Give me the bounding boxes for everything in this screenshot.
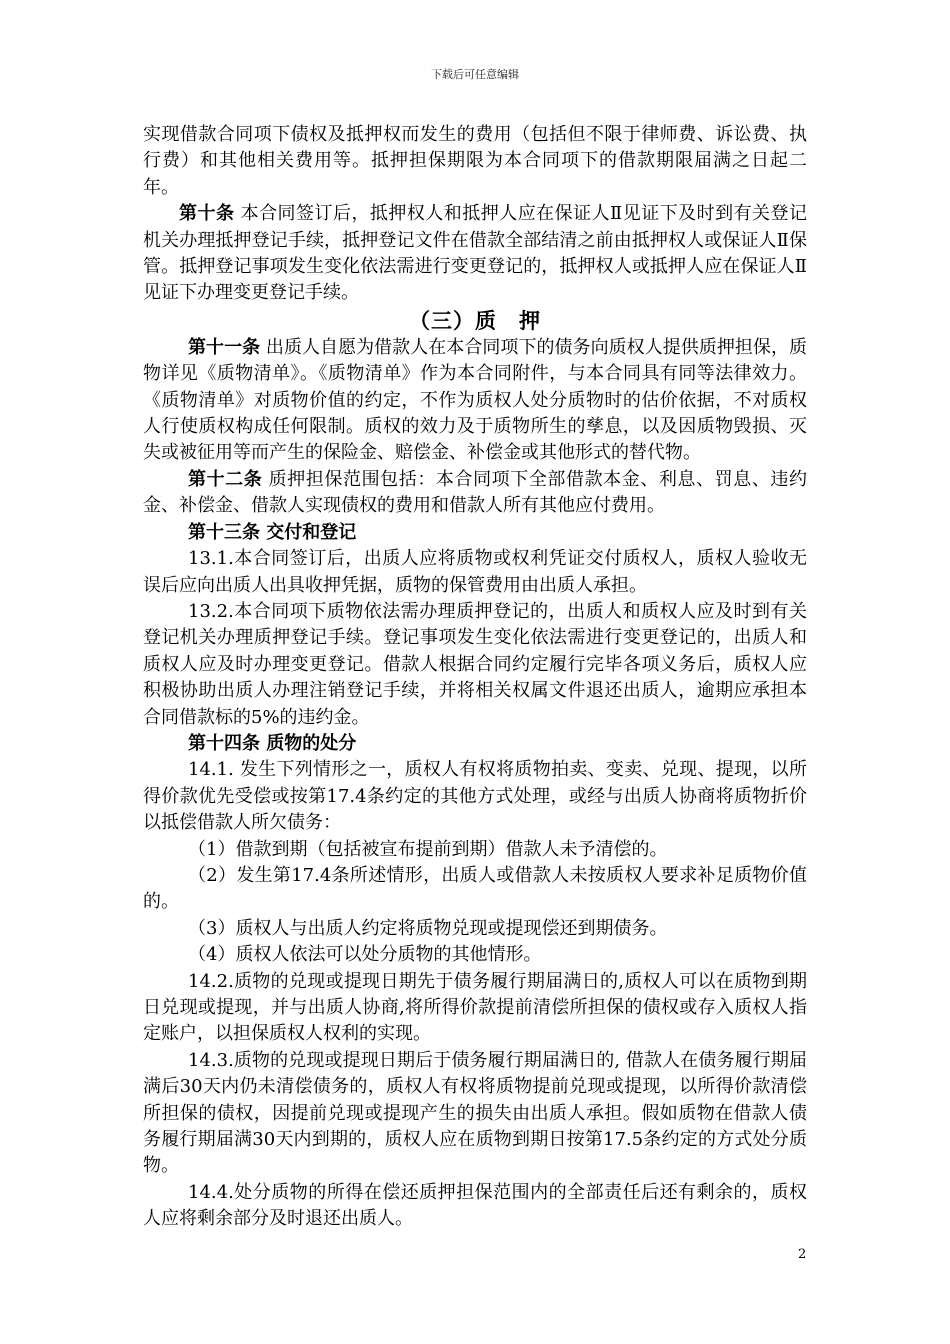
list-item-4: （4）质权人依法可以处分质物的其他情形。 [188,944,542,966]
article-12 [143,467,807,520]
clause-14-4: 14.4.处分质物的所得在偿还质押担保范围内的全部责任后还有剩余的，质权人应将剩余部分及时退还出质人。 [143,1181,807,1230]
page-header: 下载后可任意编辑 [431,68,519,81]
article-10 [143,201,807,307]
clause-14-2: 14.2.质物的兑现或提现日期先于债务履行期届满日的,质权人可以在质物到期日兑现或提现，并与出质人协商,将所得价款提前清偿所担保的债权或存入质权人指定账户，以担保质权人权利的实现。 [143,970,807,1045]
article-14-title: 第十四条 质物的处分 [188,732,357,754]
page-number: 2 [798,1247,807,1262]
clause-14-3: 14.3.质物的兑现或提现日期后于债务履行期届满日的, 借款人在债务履行期届满后30天内仍未清偿债务的，质权人有权将质物提前兑现或提现，以所得价款清偿所担保的债权，因提前兑现或提现产生的损失由出质人承担。假如质物在借款人债务履行期届满30天内到期的，质权人应在质物到期日按第17.5条约定的方式处分质物。 [143,1049,807,1177]
article-11-body: 出质人自愿为借款人在本合同项下的债务向质权人提供质押担保，质物详见《质物清单》。《质物清单》作为本合同附件，与本合同具有同等法律效力。《质物清单》对质物价值的约定，不作为质权人处分质物时的估价依据，不对质权人行使质权构成任何限制。质权的效力及于质物所生的孳息，以及因质物毁损、灭失或被征用等而产生的保险金、赔偿金、补偿金或其他形式的替代物。 [143,336,808,464]
clause-13-1: 13.1.本合同签订后，出质人应将质物或权利凭证交付质权人，质权人验收无误后应向出质人出具收押凭据，质物的保管费用由出质人承担。 [143,548,807,596]
article-11-title: 第十一条 [188,336,261,358]
list-item-1: （1）借款到期（包括被宣布提前到期）借款人未予清偿的。 [188,838,668,860]
article-12-title: 第十二条 [188,468,263,490]
article-11 [143,335,807,467]
document-body [143,122,807,1233]
list-item-3: （3）质权人与出质人约定将质物兑现或提现偿还到期债务。 [188,917,668,939]
article-12-body: 质押担保范围包括：本合同项下全部借款本金、利息、罚息、违约金、补偿金、借款人实现债权的费用和借款人所有其他应付费用。 [143,468,808,517]
paragraph-continuation: 实现借款合同项下债权及抵押权而发生的费用（包括但不限于律师费、诉讼费、执行费）和其他相关费用等。抵押担保期限为本合同项下的借款期限届满之日起二年。 [143,124,807,198]
article-10-body: 本合同签订后，抵押权人和抵押人应在保证人Ⅱ见证下及时到有关登记机关办理抵押登记手续，抵押登记文件在借款全部结清之前由抵押权人或保证人Ⅱ保管。抵押登记事项发生变化依法需进行变更登记的，抵押权人或抵押人应在保证人Ⅱ见证下办理变更登记手续。 [143,203,808,304]
clause-13-2: 13.2.本合同项下质物依法需办理质押登记的，出质人和质权人应及时到有关登记机关办理质押登记手续。登记事项发生变化依法需进行变更登记的，出质人和质权人应及时办理变更登记。借款人根据合同约定履行完毕各项义务后，质权人应积极协助出质人办理注销登记手续，并将相关权属文件退还出质人，逾期应承担本合同借款标的5%的违约金。 [143,600,807,728]
clause-14-1: 14.1. 发生下列情形之一，质权人有权将质物拍卖、变卖、兑现、提现，以所得价款优先受偿或按第17.4条约定的其他方式处理，或经与出质人协商将质物折价以抵偿借款人所欠债务： [143,759,807,834]
list-item-2: （2）发生第17.4条所述情形，出质人或借款人未按质权人要求补足质物价值的。 [143,864,807,913]
article-10-title: 第十条 [179,203,235,225]
article-13-title: 第十三条 交付和登记 [188,521,357,543]
section-heading: （三）质 押 [409,307,541,333]
